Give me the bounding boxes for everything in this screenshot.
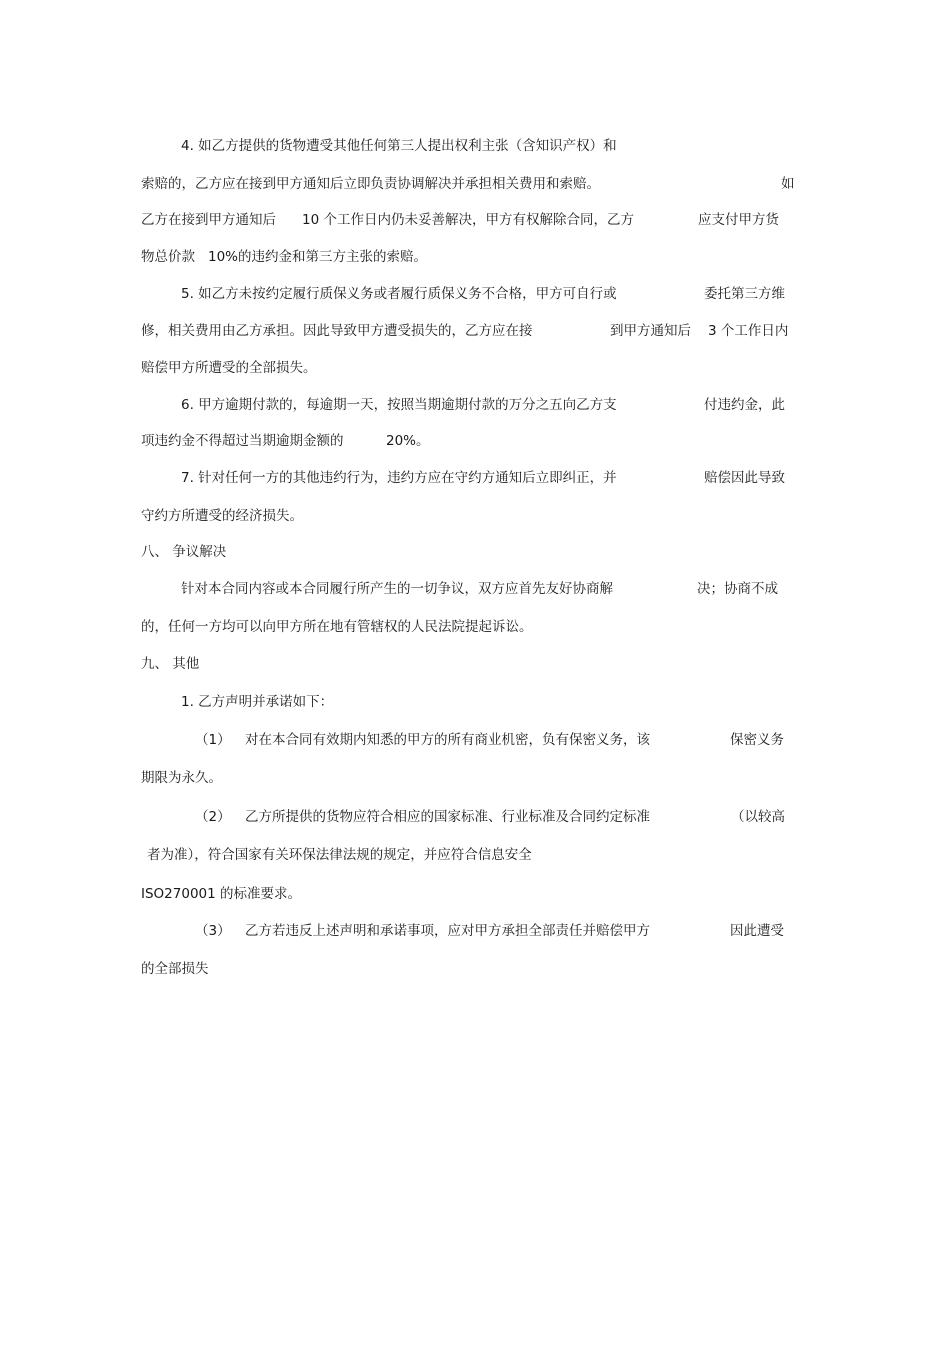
text-line bbox=[181, 283, 801, 305]
text-segment: （2） bbox=[195, 809, 231, 825]
text-segment: 的，任何一方均可以向甲方所在地有管辖权的人民法院提起诉讼。 bbox=[141, 619, 533, 635]
text-segment: 九、 其他 bbox=[141, 656, 200, 672]
text-segment: 期限为永久。 bbox=[141, 770, 222, 786]
text-segment: 物总价款 bbox=[141, 249, 195, 265]
text-line bbox=[181, 578, 801, 600]
text-segment: 如 bbox=[781, 176, 795, 192]
text-segment: 对在本合同有效期内知悉的甲方的所有商业机密，负有保密义务，该 bbox=[245, 732, 650, 748]
text-segment: 决；协商不成 bbox=[697, 581, 778, 597]
text-segment: 4. 如乙方提供的货物遭受其他任何第三人提出权利主张（含知识产权）和 bbox=[181, 138, 617, 154]
text-segment: 10 个工作日内仍未妥善解决，甲方有权解除合同，乙方 bbox=[302, 212, 634, 228]
text-line bbox=[141, 209, 801, 231]
text-segment: （以较高 bbox=[731, 809, 785, 825]
text-segment: 者为准），符合国家有关环保法律法规的规定，并应符合信息安全 bbox=[147, 847, 532, 863]
text-segment: 项违约金不得超过当期逾期金额的 bbox=[141, 433, 344, 449]
text-line bbox=[181, 467, 801, 489]
text-line bbox=[141, 173, 801, 195]
text-segment: 赔偿甲方所遭受的全部损失。 bbox=[141, 360, 317, 376]
text-segment: 5. 如乙方未按约定履行质保义务或者履行质保义务不合格，甲方可自行或 bbox=[181, 286, 617, 302]
text-line bbox=[195, 806, 801, 828]
text-segment: （3） bbox=[195, 923, 231, 939]
text-segment: 委托第三方维 bbox=[704, 286, 785, 302]
text-line bbox=[195, 920, 801, 942]
text-segment: 针对本合同内容或本合同履行所产生的一切争议，双方应首先友好协商解 bbox=[181, 581, 613, 597]
text-segment: 7. 针对任何一方的其他违约行为，违约方应在守约方通知后立即纠正，并 bbox=[181, 470, 617, 486]
text-segment: 修，相关费用由乙方承担。因此导致甲方遭受损失的，乙方应在接 bbox=[141, 323, 533, 339]
text-segment: 的全部损失 bbox=[141, 961, 209, 977]
text-segment: 应支付甲方货 bbox=[698, 212, 779, 228]
text-segment: 乙方在接到甲方通知后 bbox=[141, 212, 276, 228]
text-segment: 乙方若违反上述声明和承诺事项，应对甲方承担全部责任并赔偿甲方 bbox=[245, 923, 650, 939]
text-segment: 10%的违约金和第三方主张的索赔。 bbox=[208, 249, 428, 265]
text-segment: 20%。 bbox=[386, 433, 430, 449]
text-line bbox=[141, 320, 801, 342]
text-line bbox=[181, 394, 801, 416]
text-segment: 守约方所遭受的经济损失。 bbox=[141, 508, 303, 524]
text-segment: 乙方所提供的货物应符合相应的国家标准、行业标准及合同约定标准 bbox=[245, 809, 650, 825]
text-segment: ISO270001 的标准要求。 bbox=[141, 886, 302, 902]
text-line bbox=[195, 729, 801, 751]
text-segment: 付违约金，此 bbox=[704, 397, 785, 413]
text-segment: 保密义务 bbox=[730, 732, 784, 748]
text-segment: 3 个工作日内 bbox=[708, 323, 789, 339]
text-segment: 八、 争议解决 bbox=[141, 544, 227, 560]
text-segment: 因此遭受 bbox=[730, 923, 784, 939]
text-segment: （1） bbox=[195, 732, 231, 748]
text-segment: 1. 乙方声明并承诺如下： bbox=[181, 694, 334, 710]
text-segment: 到甲方通知后 bbox=[610, 323, 691, 339]
text-segment: 索赔的，乙方应在接到甲方通知后立即负责协调解决并承担相关费用和索赔。 bbox=[141, 176, 600, 192]
text-segment: 6. 甲方逾期付款的，每逾期一天，按照当期逾期付款的万分之五向乙方支 bbox=[181, 397, 617, 413]
text-segment: 赔偿因此导致 bbox=[704, 470, 785, 486]
